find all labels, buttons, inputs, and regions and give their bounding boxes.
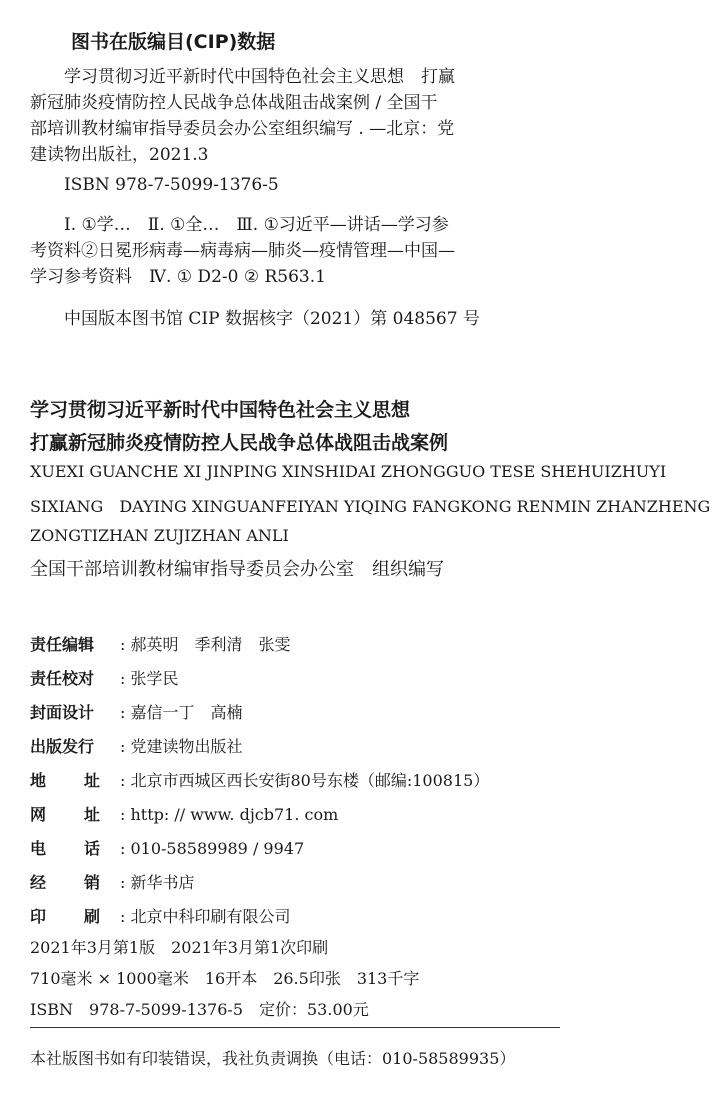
info-printer <box>30 904 290 927</box>
cip-line: 学习贯彻习近平新时代中国特色社会主义思想 打赢 <box>64 67 455 87</box>
cip-classification: 学习参考资料 Ⅳ. ① D2-0 ② R563.1 <box>30 267 326 287</box>
book-title-pinyin: XUEXI GUANCHE XI JINPING XINSHIDAI ZHONGGUO TESE SHEHUIZHUYI <box>30 462 667 481</box>
info-value: : 嘉信一丁 高楠 <box>120 703 243 722</box>
info-label: 电 <box>30 839 47 858</box>
info-value: : 北京市西城区西长安街80号东楼（邮编:100815） <box>120 771 490 790</box>
info-label: 网 <box>30 805 47 824</box>
book-title-line1: 学习贯彻习近平新时代中国特色社会主义思想 <box>30 399 411 421</box>
book-title-line2: 打赢新冠肺炎疫情防控人民战争总体战阻击战案例 <box>30 432 449 454</box>
info-label: 责任编辑 <box>30 635 95 654</box>
cip-line: 部培训教材编审指导委员会办公室组织编写 . —北京：党 <box>30 119 455 139</box>
book-title-pinyin: SIXIANG DAYING XINGUANFEIYAN YIQING FANGKONG RENMIN ZHANZHENG <box>30 497 711 516</box>
info-value: : 010-58589989 / 9947 <box>120 839 305 858</box>
info-label: 地 <box>30 771 47 790</box>
divider <box>30 1027 560 1028</box>
info-distributor <box>30 870 194 893</box>
info-value: : http: // www. djcb71. com <box>120 805 339 824</box>
info-value: : 北京中科印刷有限公司 <box>120 907 291 926</box>
info-publisher <box>30 734 242 757</box>
info-address <box>30 768 489 791</box>
info-website <box>30 802 338 825</box>
cip-line: 新冠肺炎疫情防控人民战争总体战阻击战案例 / 全国干 <box>30 93 438 113</box>
cip-record-number: 中国版本图书馆 CIP 数据核字（2021）第 048567 号 <box>64 309 480 329</box>
info-proofreader <box>30 666 178 689</box>
info-label: 销 <box>84 873 101 892</box>
info-label: 话 <box>84 839 101 858</box>
info-label: 址 <box>84 805 101 824</box>
info-label: 址 <box>84 771 101 790</box>
info-label: 刷 <box>84 907 101 926</box>
info-phone <box>30 836 304 859</box>
cip-classification: Ⅰ. ①学… Ⅱ. ①全… Ⅲ. ①习近平—讲话—学习参 <box>64 215 449 235</box>
book-author: 全国干部培训教材编审指导委员会办公室 组织编写 <box>30 559 444 580</box>
info-value: : 新华书店 <box>120 873 195 892</box>
info-cover-design <box>30 700 242 723</box>
info-value: : 郝英明 季利清 张雯 <box>120 635 291 654</box>
info-value: : 张学民 <box>120 669 179 688</box>
cip-line: 建读物出版社，2021.3 <box>30 145 209 165</box>
info-label: 封面设计 <box>30 703 95 722</box>
info-label: 经 <box>30 873 47 892</box>
footer-notice: 本社版图书如有印装错误，我社负责调换（电话：010-58589935） <box>30 1049 516 1068</box>
cip-heading: 图书在版编目(CIP)数据 <box>71 31 276 53</box>
cip-classification: 考资料②日冕形病毒—病毒病—肺炎—疫情管理—中国— <box>30 241 455 261</box>
info-label: 出版发行 <box>30 737 95 756</box>
info-value: : 党建读物出版社 <box>120 737 243 756</box>
edition-info: 2021年3月第1版 2021年3月第1次印刷 <box>30 938 329 957</box>
info-label: 责任校对 <box>30 669 95 688</box>
book-title-pinyin: ZONGTIZHAN ZUJIZHAN ANLI <box>30 526 289 545</box>
format-info: 710毫米 × 1000毫米 16开本 26.5印张 313千字 <box>30 969 420 988</box>
info-editor <box>30 632 290 655</box>
info-label: 印 <box>30 907 47 926</box>
isbn-price: ISBN 978-7-5099-1376-5 定价：53.00元 <box>30 1000 369 1019</box>
cip-isbn: ISBN 978-7-5099-1376-5 <box>64 175 279 195</box>
